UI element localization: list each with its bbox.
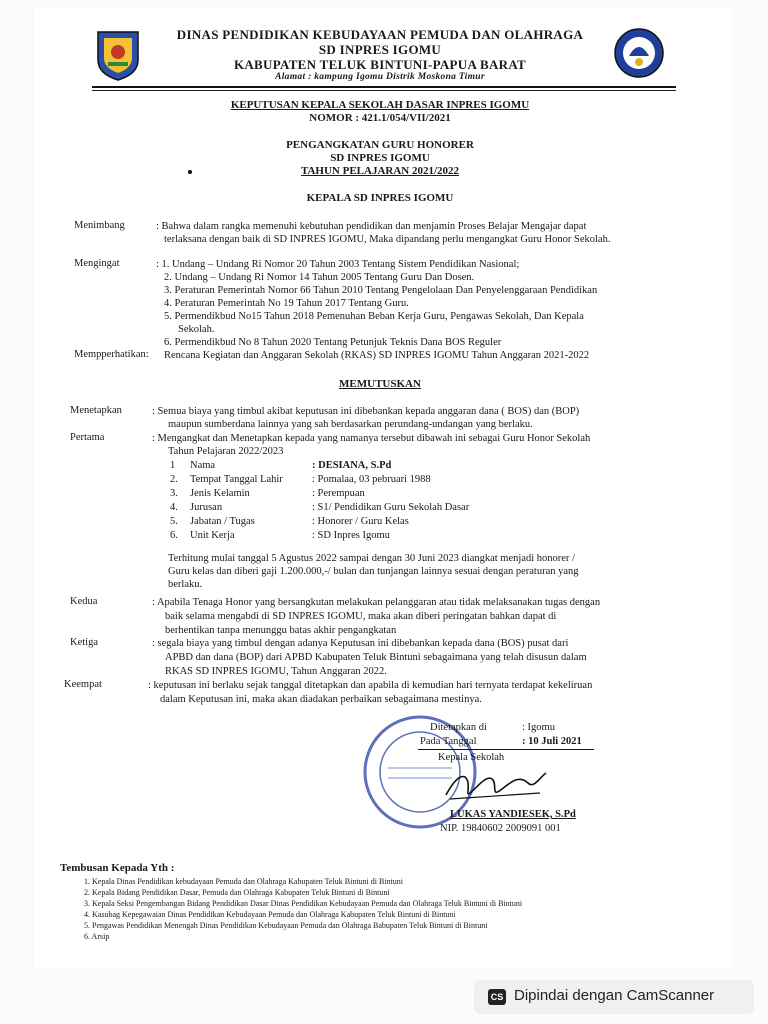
tembusan-item: 5. Pengawas Pendidikan Menengah Dinas Pendidikan Kebudayaan Pemuda dan Olahraga Babupaten Teluk Bintuni di Bintuni <box>84 921 488 930</box>
ink-dot <box>188 170 192 174</box>
ketiga-line-3: RKAS SD INPRES IGOMU, Tahun Anggaran 2022. <box>165 666 387 677</box>
pertama-para-1: Terhitung mulai tanggal 5 Agustus 2022 sampai dengan 30 Juni 2023 diangkat menjadi honorer / <box>168 553 575 564</box>
mengingat-item: Sekolah. <box>178 324 215 335</box>
signature-name: LUKAS YANDIESEK, S.Pd <box>450 809 576 820</box>
pertama-para-3: berlaku. <box>168 579 203 590</box>
mengingat-label: Mengingat <box>74 258 120 269</box>
signature-date-label: Pada Tanggal <box>420 736 477 747</box>
pertama-para-2: Guru kelas dan diberi gaji 1.200.000,-/ bulan dan tunjangan lainnya sesuai dengan peraturan yang <box>168 566 579 577</box>
signature-date-value: : 10 Juli 2021 <box>522 736 582 747</box>
field-number: 4. <box>170 502 178 513</box>
menimbang-label: Menimbang <box>74 220 125 231</box>
tembusan-item: 1. Kepala Dinas Pendidikan kebudayaan Pemuda dan Olahraga Kabupaten Teluk Bintuni di Bintuni <box>84 877 403 886</box>
memperhatikan-text: Rencana Kegiatan dan Anggaran Sekolah (RKAS) SD INPRES IGOMU Tahun Anggaran 2021-2022 <box>164 350 590 361</box>
menimbang-line-1: : Bahwa dalam rangka memenuhi kebutuhan pendidikan dan menjamin Proses Belajar Mengajar dapat <box>156 221 587 232</box>
handwritten-signature-icon <box>440 765 550 805</box>
letterhead-rule-thin <box>92 90 676 91</box>
menimbang-line-2: terlaksana dengan baik di SD INPRES IGOMU, Maka dipandang perlu mengangkat Guru Honor Sekolah. <box>164 234 611 245</box>
memutuskan-heading: MEMUTUSKAN <box>339 378 421 390</box>
field-number: 6. <box>170 530 178 541</box>
decree-number: NOMOR : 421.1/054/VII/2021 <box>309 112 451 124</box>
field-number: 1 <box>170 460 176 471</box>
signature-nip: NIP. 19840602 2009091 001 <box>440 823 561 834</box>
memperhatikan-label: Mempperhatikan: <box>74 349 149 360</box>
mengingat-item: : 1. Undang – Undang Ri Nomor 20 Tahun 2003 Tentang Sistem Pendidikan Nasional; <box>156 259 520 270</box>
field-value: : SD Inpres Igomu <box>312 530 390 541</box>
keempat-line-2: dalam Keputusan ini, maka akan diadakan perbaikan sebagaimana mestinya. <box>160 694 482 705</box>
decree-subject-3: TAHUN PELAJARAN 2021/2022 <box>300 165 460 177</box>
camscanner-logo-icon: CS <box>488 989 506 1005</box>
field-label: Jurusan <box>190 502 223 513</box>
pertama-label: Pertama <box>70 432 105 443</box>
field-label: Jenis Kelamin <box>190 488 250 499</box>
regency-name: KABUPATEN TELUK BINTUNI-PAPUA BARAT <box>233 57 527 72</box>
mengingat-item: 5. Permendikbud No15 Tahun 2018 Pemenuhan Beban Kerja Guru, Pengawas Sekolah, Dan Kepala <box>164 311 584 322</box>
field-number: 5. <box>170 516 178 527</box>
field-number: 2. <box>170 474 178 485</box>
field-value: : Honorer / Guru Kelas <box>312 516 409 527</box>
pertama-line-2: Tahun Pelajaran 2022/2023 <box>168 446 284 457</box>
field-value: : Pomalaa, 03 pebruari 1988 <box>312 474 431 485</box>
pertama-line-1: : Mengangkat dan Menetapkan kepada yang namanya tersebut dibawah ini sebagai Guru Honor Sekolah <box>152 433 591 444</box>
keempat-label: Keempat <box>64 679 102 690</box>
tembusan-item: 4. Kasubag Kepegawaian Dinas Pendidikan Kebudayaan Pemuda dan Olahraga Kabupaten Teluk Bintuni di Bintuni <box>84 910 456 919</box>
signature-date-underline <box>418 749 594 750</box>
kedua-line-2: baik selama mengabdi di SD INPRES IGOMU, maka akan diberi peringatan bahkan dapat di <box>165 611 557 622</box>
school-name: SD INPRES IGOMU <box>318 42 442 57</box>
field-value: : DESIANA, S.Pd <box>312 460 392 471</box>
kedua-line-3: berhentikan tanpa menunggu batas akhir pengangkatan <box>165 625 397 636</box>
signature-role: Kepala Sekolah <box>438 752 505 763</box>
kedua-label: Kedua <box>70 596 98 607</box>
mengingat-item: 2. Undang – Undang Ri Nomor 14 Tahun 2005 Tentang Guru Dan Dosen. <box>164 272 475 283</box>
letterhead-rule <box>92 86 676 88</box>
tembusan-item: 6. Arsip <box>84 932 110 941</box>
ketiga-line-1: : segala biaya yang timbul dengan adanya Keputusan ini dibebankan kepada dana (BOS) pusat dari <box>152 638 569 649</box>
keempat-line-1: : keputusan ini berlaku sejak tanggal ditetapkan dan apabila di kemudian hari ternyata terdapat kekeliruan <box>148 680 593 691</box>
decree-title: KEPUTUSAN KEPALA SEKOLAH DASAR INPRES IGOMU <box>230 99 530 111</box>
mengingat-item: 6. Permendikbud No 8 Tahun 2020 Tentang Petunjuk Teknis Dana BOS Reguler <box>164 337 502 348</box>
menetapkan-label: Menetapkan <box>70 405 122 416</box>
kedua-line-1: : Apabila Tenaga Honor yang bersangkutan melakukan pelanggaran atau tidak melaksanakan tugas dengan <box>152 597 601 608</box>
tembusan-item: 2. Kepala Bidang Pendidikan Dasar, Pemuda dan Olahraga Kabupaten Teluk Bintuni di Bintuni <box>84 888 390 897</box>
field-label: Unit Kerja <box>190 530 235 541</box>
signature-place-label: Ditetapkan di <box>430 722 487 733</box>
field-label: Nama <box>190 460 216 471</box>
menetapkan-line-2: maupun sumberdana lainnya yang sah berdasarkan perundang-undangan yang berlaku. <box>168 419 533 430</box>
field-value: : S1/ Pendidikan Guru Sekolah Dasar <box>312 502 470 513</box>
decree-subject-2: SD INPRES IGOMU <box>330 152 430 164</box>
field-label: Tempat Tanggal Lahir <box>190 474 283 485</box>
menetapkan-line-1: : Semua biaya yang timbul akibat keputusan ini dibebankan kepada anggaran dana ( BOS) dan (BOP) <box>152 406 580 417</box>
decree-issuer: KEPALA SD INPRES IGOMU <box>306 192 454 204</box>
field-label: Jabatan / Tugas <box>190 516 255 527</box>
field-value: : Perempuan <box>312 488 365 499</box>
regional-emblem-icon <box>92 28 144 82</box>
ketiga-label: Ketiga <box>70 637 98 648</box>
camscanner-text: Dipindai dengan CamScanner <box>514 987 715 1004</box>
school-address: Alamat : kampung Igomu Distrik Moskona Timur <box>275 72 485 82</box>
tembusan-item: 3. Kepala Seksi Pengembangan Bidang Pendidikan Dasar Dinas Pendidikan Kebudayaan Pemuda dan Olahraga Teluk Bintuni di Bintuni <box>84 899 523 908</box>
camscanner-watermark <box>474 980 754 1014</box>
decree-subject-1: PENGANGKATAN GURU HONORER <box>286 139 474 151</box>
agency-name: DINAS PENDIDIKAN KEBUDAYAAN PEMUDA DAN OLAHRAGA <box>176 27 584 42</box>
tembusan-title: Tembusan Kepada Yth : <box>60 862 175 874</box>
tut-wuri-handayani-emblem-icon <box>612 26 666 80</box>
mengingat-item: 4. Peraturan Pemerintah No 19 Tahun 2017 Tentang Guru. <box>164 298 409 309</box>
field-number: 3. <box>170 488 178 499</box>
ketiga-line-2: APBD dan dana (BOP) dari APBD Kabupaten Teluk Bintuni sebagaimana yang telah disusun dalam <box>165 652 587 663</box>
mengingat-item: 3. Peraturan Pemerintah Nomor 66 Tahun 2010 Tentang Pengelolaan Dan Penyelenggaraan Pendidikan <box>164 285 598 296</box>
signature-place-value: : Igomu <box>522 722 555 733</box>
